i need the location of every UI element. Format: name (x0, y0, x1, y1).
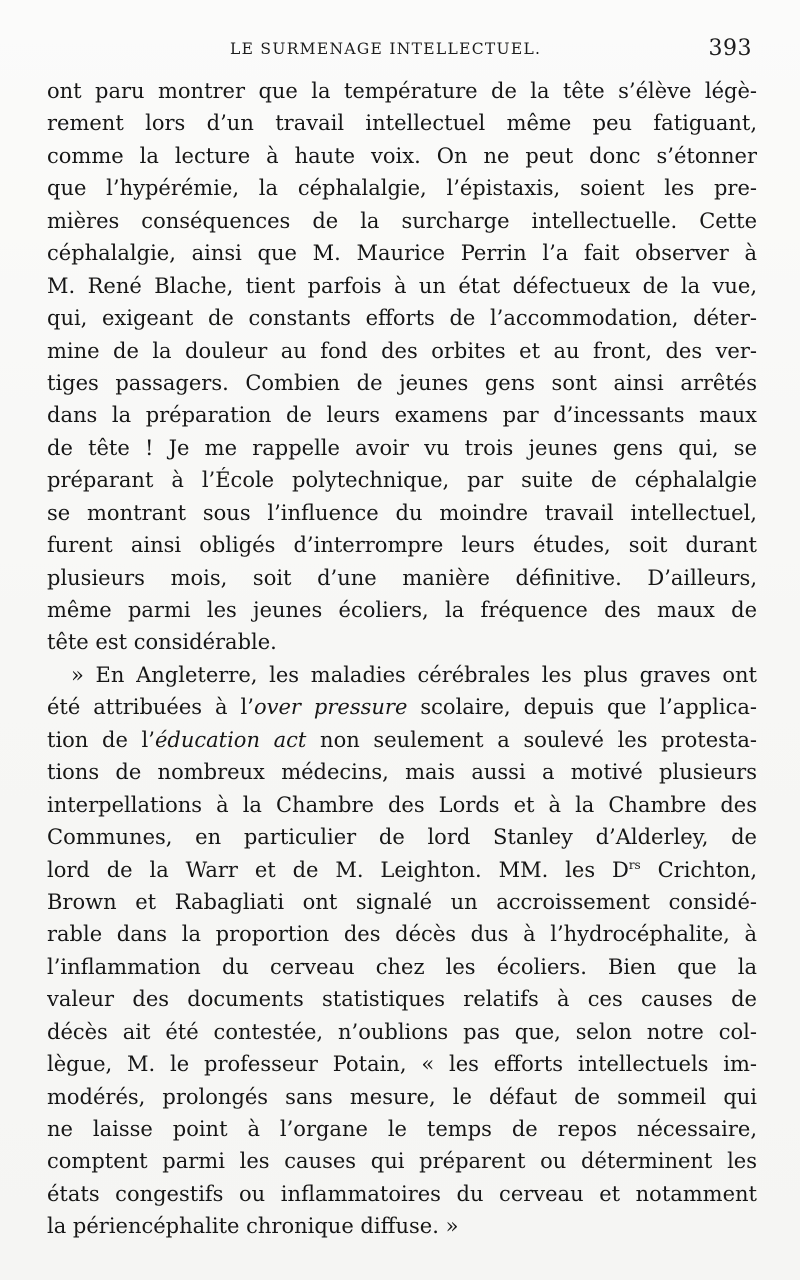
text-line: se montrant sous l’influence du moindre travail intellectuel, (47, 500, 757, 525)
paragraph-1 (47, 75, 757, 659)
text-line: même parmi les jeunes écoliers, la fréquence des maux de (47, 598, 757, 622)
text-line: furent ainsi obligés d’interrompre leurs études, soit durant (47, 533, 757, 558)
text-line: M. René Blache, tient parfois à un état défectueux de la vue, (47, 273, 757, 298)
body-text (47, 75, 757, 1243)
text-line: modérés, prolongés sans mesure, le défaut de sommeil qui (47, 1084, 757, 1109)
text-line: qui, exigeant de constants efforts de l’accommodation, déter- (47, 306, 757, 331)
text-line: Communes, en particulier de lord Stanley d’Alderley, de (47, 825, 757, 850)
text-line: ne laisse point à l’organe le temps de repos nécessaire, (47, 1117, 757, 1141)
running-header (230, 36, 752, 66)
text-line-last: la périencéphalite chronique diffuse. » (47, 1214, 459, 1239)
text-line: valeur des documents statistiques relatifs à ces causes de (47, 987, 757, 1012)
text-line: l’inflammation du cerveau chez les écoliers. Bien que la (47, 954, 757, 979)
text-line: plusieurs mois, soit d’une manière définitive. D’ailleurs, (47, 565, 757, 590)
text-line-last: tête est considérable. (47, 630, 277, 655)
text-run: été attribuées à l’ (47, 695, 254, 720)
text-line: dans la préparation de leurs examens par d’incessants maux (47, 403, 757, 428)
italic-term: éducation act (154, 727, 307, 752)
text-line: ont paru montrer que la température de la tête s’élève légè- (47, 79, 757, 103)
text-line: céphalalgie, ainsi que M. Maurice Perrin l’a fait observer à (47, 241, 757, 266)
text-line: mières conséquences de la surcharge intellectuelle. Cette (47, 208, 757, 233)
text-line: tiges passagers. Combien de jeunes gens sont ainsi arrêtés (47, 370, 757, 395)
text-line: comptent parmi les causes qui préparent ou déterminent les (47, 1149, 757, 1174)
text-line: Brown et Rabagliati ont signalé un accroissement considé- (47, 889, 757, 914)
text-line: de tête ! Je me rappelle avoir vu trois jeunes gens qui, se (47, 435, 757, 460)
text-line (47, 724, 757, 756)
text-line: que l’hypérémie, la céphalalgie, l’épistaxis, soient les pre- (47, 176, 757, 201)
text-line: décès ait été contestée, n’oublions pas que, selon notre col- (47, 1019, 757, 1044)
text-line: interpellations à la Chambre des Lords et à la Chambre des (47, 792, 757, 817)
italic-term: over pressure (253, 695, 408, 720)
paragraph-2 (47, 659, 757, 1243)
text-line: états congestifs ou inflammatoires du cerveau et notamment (47, 1181, 757, 1206)
text-line-first: » En Angleterre, les maladies cérébrales les plus graves ont (71, 662, 757, 687)
text-line: tions de nombreux médecins, mais aussi a motivé plusieurs (47, 760, 757, 785)
text-line: lègue, M. le professeur Potain, « les efforts intellectuels im- (47, 1052, 757, 1077)
text-run: tion de l’ (47, 727, 155, 752)
text-line (47, 691, 757, 723)
text-line: rement lors d’un travail intellectuel même peu fatiguant, (47, 111, 757, 136)
text-run: scolaire, depuis que l’applica- (407, 695, 757, 720)
text-line (47, 854, 757, 886)
text-line: préparant à l’École polytechnique, par suite de céphalalgie (47, 468, 757, 493)
text-run: Crichton, (640, 857, 757, 882)
text-line: rable dans la proportion des décès dus à l’hydrocéphalite, à (47, 922, 757, 947)
text-line: comme la lecture à haute voix. On ne peut donc s’étonner (47, 143, 757, 168)
running-title: LE SURMENAGE INTELLECTUEL. (230, 40, 542, 58)
superscript: rs (628, 857, 641, 872)
text-run: non seulement a soulevé les protesta- (306, 727, 757, 752)
page-number: 393 (708, 36, 752, 61)
text-run: lord de la Warr et de M. Leighton. MM. les D (47, 857, 629, 882)
text-line: mine de la douleur au fond des orbites et au front, des ver- (47, 338, 757, 363)
